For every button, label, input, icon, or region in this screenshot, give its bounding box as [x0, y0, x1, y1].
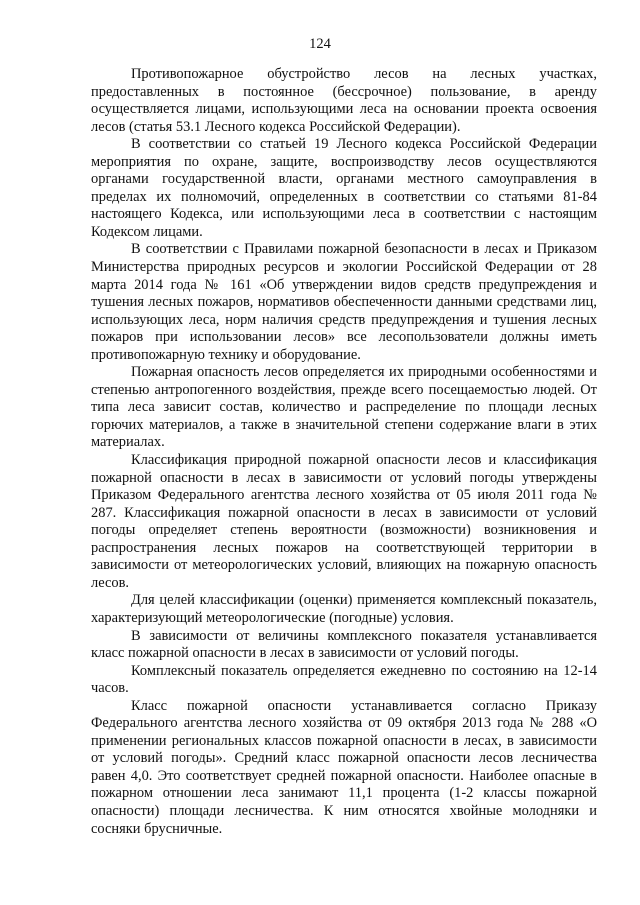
paragraph-average-danger-class: Класс пожарной опасности устанавливается согласно Приказу Федерального агентства лесного хозяйства от 09 октября 2013 года № 288 «О применении региональных классов пожарной опасности в лесах, в зависимости от условий погоды». Средний класс пожарной опасности лесов лесничества равен 4,0. Это соответствует средней пожарной опасности. Наиболее опасные в пожарном отношении леса занимают 11,1 процента (1-2 классы пожарной опасности) площади лесничества. К ним относятся хвойные молодняки и сосняки брусничные.	[91, 697, 597, 837]
paragraph-fire-safety-rules: В соответствии с Правилами пожарной безопасности в лесах и Приказом Министерства природных ресурсов и экологии Российской Федерации от 28 марта 2014 года № 161 «Об утверждении видов средств предупреждения и тушения лесных пожаров, нормативов обеспеченности данными средствами лиц, использующих леса, норм наличия средств предупреждения и тушения лесных пожаров при использовании лесов» все лесопользователи должны иметь противопожарную технику и оборудование.	[91, 241, 597, 363]
paragraph-fire-infrastructure: Противопожарное обустройство лесов на лесных участках, предоставленных в постоянное (бессрочное) пользование, в аренду осуществляется лицами, использующими леса на основании проекта освоения лесов (статья 53.1 Лесного кодекса Российской Федерации).	[91, 66, 597, 135]
paragraph-forest-code-article-19: В соответствии со статьей 19 Лесного кодекса Российской Федерации мероприятия по охране, защите, воспроизводству лесов осуществляются органами государственной власти, органами местного самоуправления в пределах их полномочий, определенных в соответствии со статьями 81-84 настоящего Кодекса, или использующими леса в соответствии с настоящим Кодексом лицами.	[91, 136, 597, 240]
paragraph-fire-danger-of-forests: Пожарная опасность лесов определяется их природными особенностями и степенью антропогенного воздействия, прежде всего посещаемостью людей. От типа леса зависит состав, количество и распределение по площади лесных горючих материалов, а также в значительной степени содержание влаги в этих материалах.	[91, 364, 597, 451]
paragraph-danger-class-by-indicator: В зависимости от величины комплексного показателя устанавливается класс пожарной опасности в лесах в зависимости от условий погоды.	[91, 627, 597, 662]
page-number: 124	[309, 36, 331, 52]
paragraph-daily-determination: Комплексный показатель определяется ежедневно по состоянию на 12-14 часов.	[91, 662, 597, 697]
body-text	[91, 66, 597, 838]
paragraph-complex-indicator: Для целей классификации (оценки) применяется комплексный показатель, характеризующий метеорологические (погодные) условия.	[91, 592, 597, 626]
paragraph-fire-danger-classification: Классификация природной пожарной опасности лесов и классификация пожарной опасности в лесах в зависимости от условий погоды утверждены Приказом Федерального агентства лесного хозяйства от 05 июля 2011 года № 287. Классификация пожарной опасности в лесах в зависимости от условий погоды определяет степень вероятности (возможности) возникновения и распространения лесных пожаров на соответствующей территории в зависимости от метеорологических условий, влияющих на пожарную опасность лесов.	[91, 452, 597, 591]
